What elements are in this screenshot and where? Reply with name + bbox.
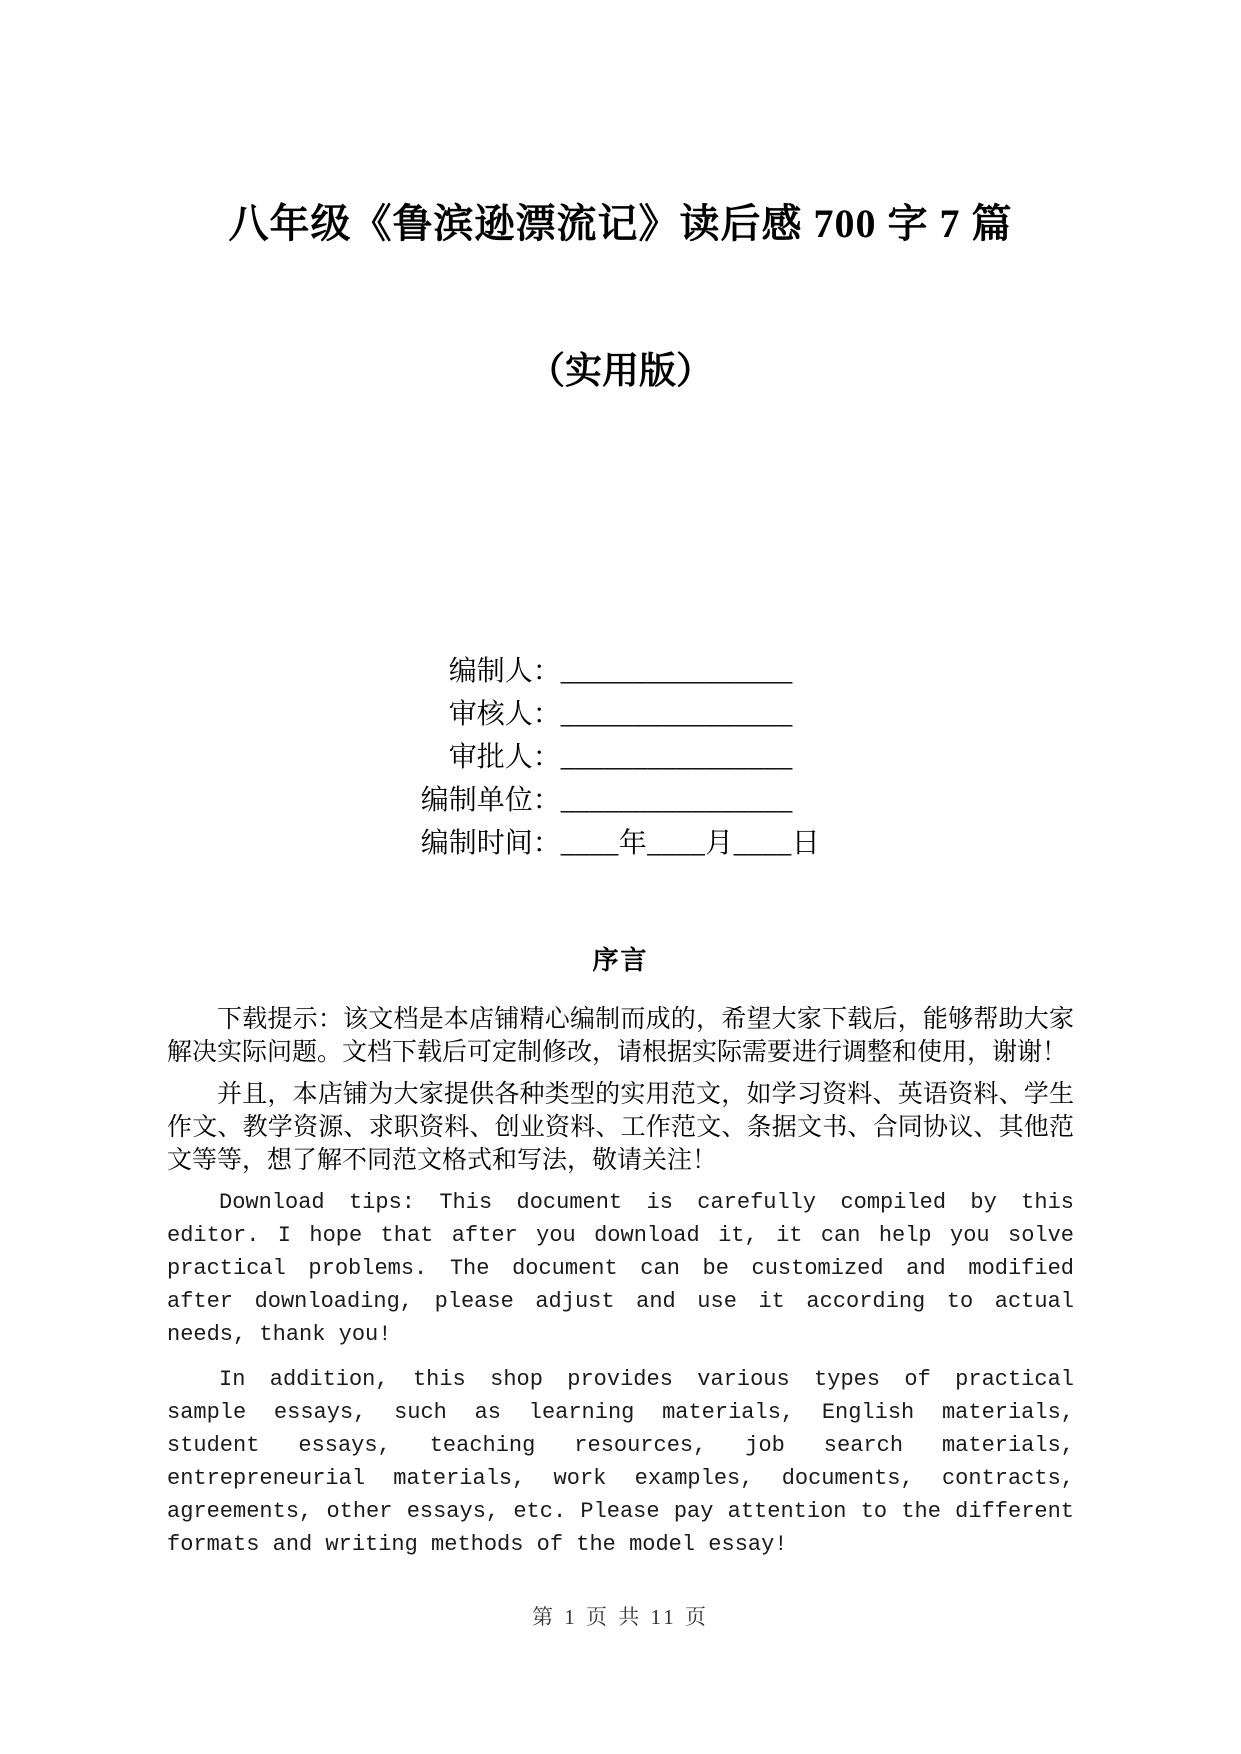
compiling-time-label: 编制时间： — [420, 828, 561, 859]
approver-underline-field: ________________ — [560, 742, 793, 773]
reviewer-underline-field: ________________ — [560, 699, 793, 730]
paragraph-range-notice-zh: 并且，本店铺为大家提供各种类型的实用范文，如学习资料、英语资料、学生作文、教学资源、求职资料、创业资料、工作范文、条据文书、合同协议、其他范文等等，想了解不同范文格式和写法，敬请关注！ — [167, 1081, 1074, 1174]
compiler-label: 编制人： — [448, 656, 561, 687]
form-row-compiler — [421, 650, 821, 693]
form-row-approver — [421, 736, 821, 779]
page-number-footer: 第 1 页 共 11 页 — [532, 1605, 709, 1629]
compiling-unit-label: 编制单位： — [420, 785, 561, 816]
compiling-time-underline-field: ____年____月____日 — [560, 828, 821, 859]
form-row-reviewer — [421, 693, 821, 736]
document-title: 八年级《鲁滨逊漂流记》读后感 700 字 7 篇 — [228, 201, 1013, 246]
form-row-compiling-time — [421, 822, 821, 865]
compiler-underline-field: ________________ — [560, 656, 793, 687]
reviewer-label: 审核人： — [448, 699, 561, 730]
preface-heading: 序言 — [592, 946, 649, 975]
paragraph-download-tips-en: Download tips: This document is carefully compiled by this editor. I hope that after you download it, it can help you solve practical problems. The document can be customized and modified after downloading, please adjust and use it according to actual needs, thank you! — [167, 1190, 1074, 1347]
metadata-form — [421, 650, 821, 865]
paragraph-range-notice-en: In addition, this shop provides various types of practical sample essays, such as learning materials, English materials, student essays, teaching resources, job search materials, entrepreneurial materials, work examples, documents, contracts, agreements, other essays, etc. Please pay attention to the different formats and writing methods of the model essay! — [167, 1367, 1074, 1557]
form-row-compiling-unit — [421, 779, 821, 822]
paragraph-download-tips-zh: 下载提示：该文档是本店铺精心编制而成的，希望大家下载后，能够帮助大家解决实际问题。文档下载后可定制修改，请根据实际需要进行调整和使用，谢谢！ — [167, 1006, 1074, 1066]
preface-body — [167, 1003, 1074, 1561]
document-subtitle: （实用版） — [528, 351, 713, 392]
compiling-unit-underline-field: ________________ — [560, 785, 793, 816]
approver-label: 审批人： — [448, 742, 561, 773]
